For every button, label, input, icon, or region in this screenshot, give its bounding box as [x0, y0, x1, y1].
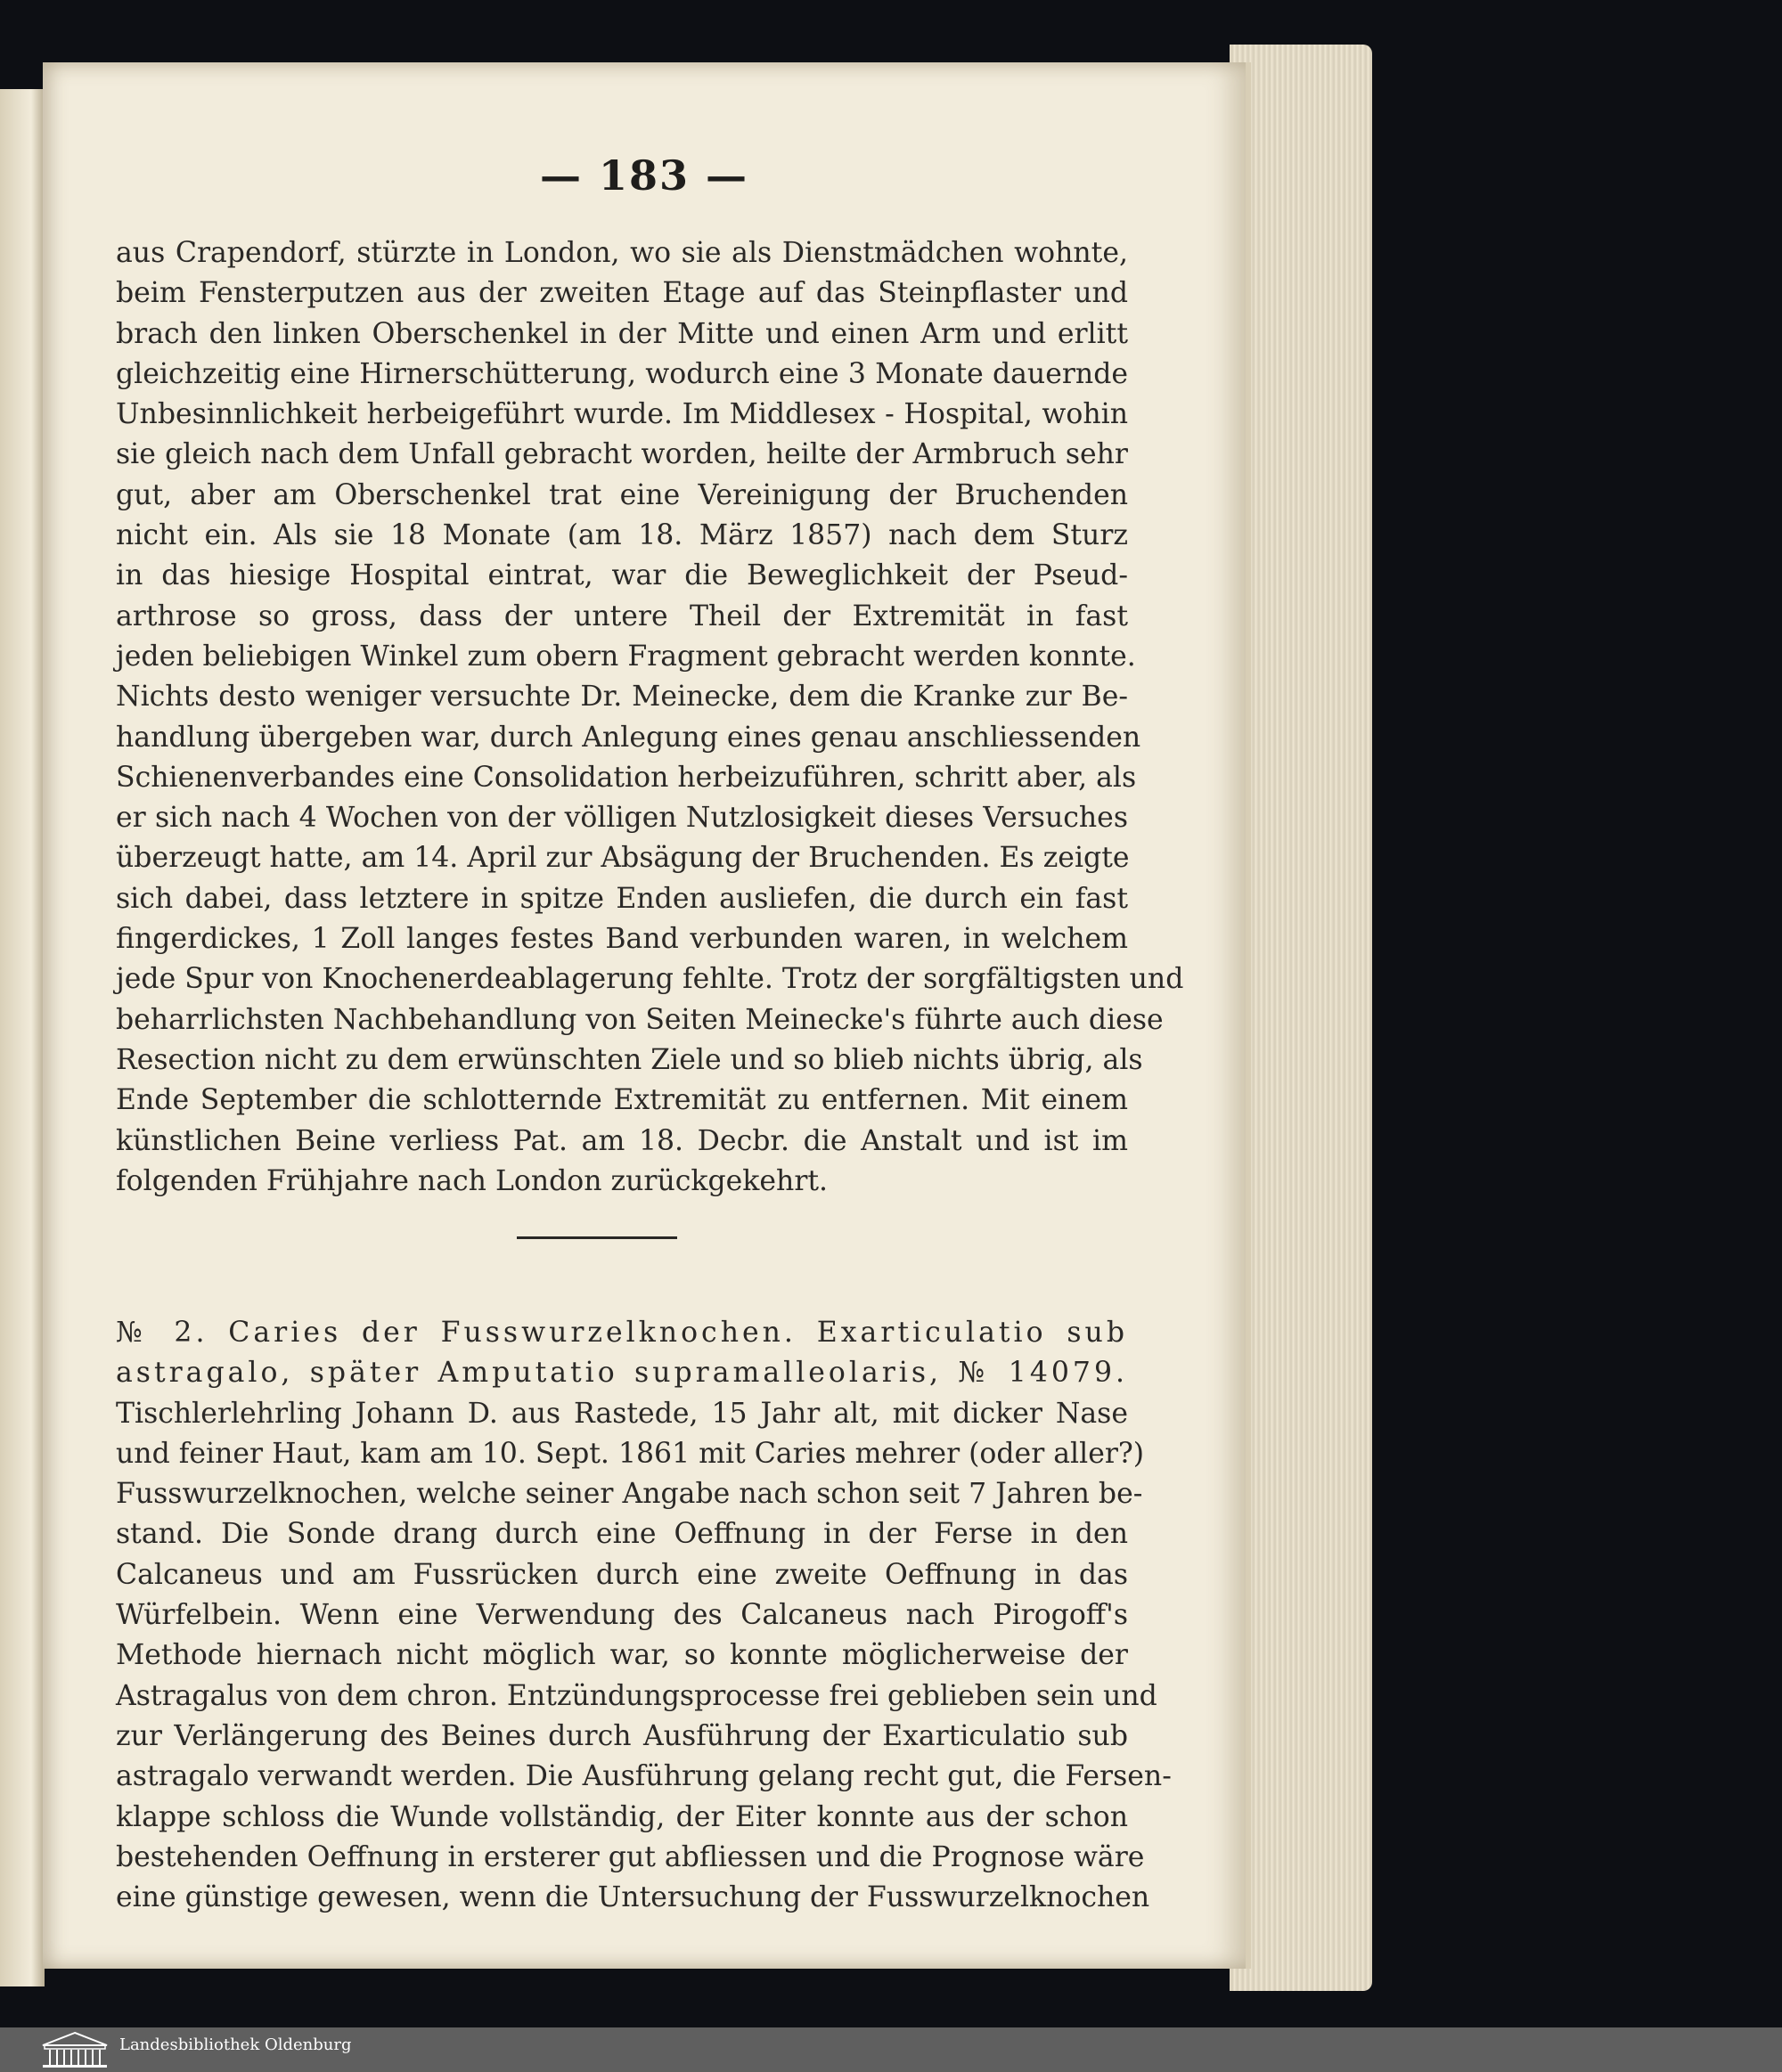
text-line: zur Verlängerung des Beines durch Ausführung der Exarticulatio sub [116, 1719, 1128, 1752]
left-page-edge [0, 89, 45, 1986]
text-line: brach den linken Oberschenkel in der Mitte und einen Arm und erlitt [116, 317, 1128, 350]
library-name: Landesbibliothek Oldenburg [119, 2035, 352, 2054]
text-line: handlung übergeben war, durch Anlegung eines genau anschliessenden [116, 721, 1141, 754]
paragraph-case-1 [116, 233, 1184, 1202]
text-line: aus Crapendorf, stürzte in London, wo sie als Dienstmädchen wohnte, [116, 237, 1128, 269]
text-line: künstlichen Beine verliess Pat. am 18. Decbr. die Anstalt und ist im [116, 1124, 1128, 1157]
text-line: folgenden Frühjahre nach London zurückgekehrt. [116, 1164, 829, 1197]
text-line: Fusswurzelknochen, welche seiner Angabe nach schon seit 7 Jahren be- [116, 1478, 1143, 1511]
text-line: Methode hiernach nicht möglich war, so konnte möglicherweise der [116, 1639, 1128, 1672]
text-line: stand. Die Sonde drang durch eine Oeffnung in der Ferse in den [116, 1518, 1128, 1551]
text-line: und feiner Haut, kam am 10. Sept. 1861 mit Caries mehrer (oder aller?) [116, 1437, 1145, 1470]
library-building-icon [39, 2031, 110, 2068]
text-line: Ende September die schlotternde Extremität zu entfernen. Mit einem [116, 1084, 1128, 1117]
paragraph-case-2 [116, 1313, 1172, 1918]
case-heading-line: astragalo, später Amputatio supramalleolaris, № 14079. [116, 1357, 1128, 1390]
text-line: arthrose so gross, dass der untere Theil der Extremität in fast [116, 600, 1128, 632]
text-line: bestehenden Oeffnung in ersterer gut abfliessen und die Prognose wäre [116, 1840, 1145, 1873]
text-line: eine günstige gewesen, wenn die Untersuchung der Fusswurzelknochen [116, 1881, 1150, 1914]
text-line: in das hiesige Hospital eintrat, war die Beweglichkeit der Pseud- [116, 559, 1128, 592]
text-line: Nichts desto weniger versuchte Dr. Meinecke, dem die Kranke zur Be- [116, 681, 1128, 714]
text-line: beim Fensterputzen aus der zweiten Etage auf das Steinpflaster und [116, 277, 1128, 310]
text-line: sie gleich nach dem Unfall gebracht worden, heilte der Armbruch sehr [116, 438, 1128, 471]
text-line: Astragalus von dem chron. Entzündungsprocesse frei geblieben sein und [116, 1679, 1157, 1712]
text-line: Schienenverbandes eine Consolidation herbeizuführen, schritt aber, als [116, 761, 1137, 794]
text-line: Tischlerlehrling Johann D. aus Rastede, 15 Jahr alt, mit dicker Nase [116, 1397, 1128, 1430]
text-line: Calcaneus und am Fussrücken durch eine zweite Oeffnung in das [116, 1558, 1128, 1591]
text-line: gut, aber am Oberschenkel trat eine Vereinigung der Bruchenden [116, 478, 1128, 511]
text-line: astragalo verwandt werden. Die Ausführung gelang recht gut, die Fersen- [116, 1760, 1172, 1793]
text-line: Resection nicht zu dem erwünschten Ziele und so blieb nichts übrig, als [116, 1043, 1143, 1076]
text-line: überzeugt hatte, am 14. April zur Absägung der Bruchenden. Es zeigte [116, 842, 1130, 875]
section-divider [517, 1236, 677, 1239]
text-line: sich dabei, dass letztere in spitze Enden ausliefen, die durch ein fast [116, 882, 1128, 915]
text-line: Unbesinnlichkeit herbeigeführt wurde. Im Middlesex - Hospital, wohin [116, 398, 1128, 431]
text-line: gleichzeitig eine Hirnerschütterung, wodurch eine 3 Monate dauernde [116, 357, 1128, 390]
page-number: — 183 — [539, 151, 749, 200]
text-line: Würfelbein. Wenn eine Verwendung des Calcaneus nach Pirogoff's [116, 1599, 1128, 1632]
book-page [43, 62, 1251, 1969]
text-line: beharrlichsten Nachbehandlung von Seiten Meinecke's führte auch diese [116, 1003, 1164, 1036]
text-line: jede Spur von Knochenerdeablagerung fehlte. Trotz der sorgfältigsten und [116, 963, 1184, 996]
case-heading-line: № 2. Caries der Fusswurzelknochen. Exarticulatio sub [116, 1317, 1128, 1349]
text-line: klappe schloss die Wunde vollständig, der Eiter konnte aus der schon [116, 1800, 1128, 1833]
text-line: jeden beliebigen Winkel zum obern Fragment gebracht werden konnte. [116, 640, 1136, 673]
page-stack-edge [1230, 45, 1372, 1991]
text-line: nicht ein. Als sie 18 Monate (am 18. März 1857) nach dem Sturz [116, 519, 1128, 552]
text-line: fingerdickes, 1 Zoll langes festes Band verbunden waren, in welchem [116, 923, 1128, 956]
text-line: er sich nach 4 Wochen von der völligen Nutzlosigkeit dieses Versuches [116, 802, 1128, 835]
